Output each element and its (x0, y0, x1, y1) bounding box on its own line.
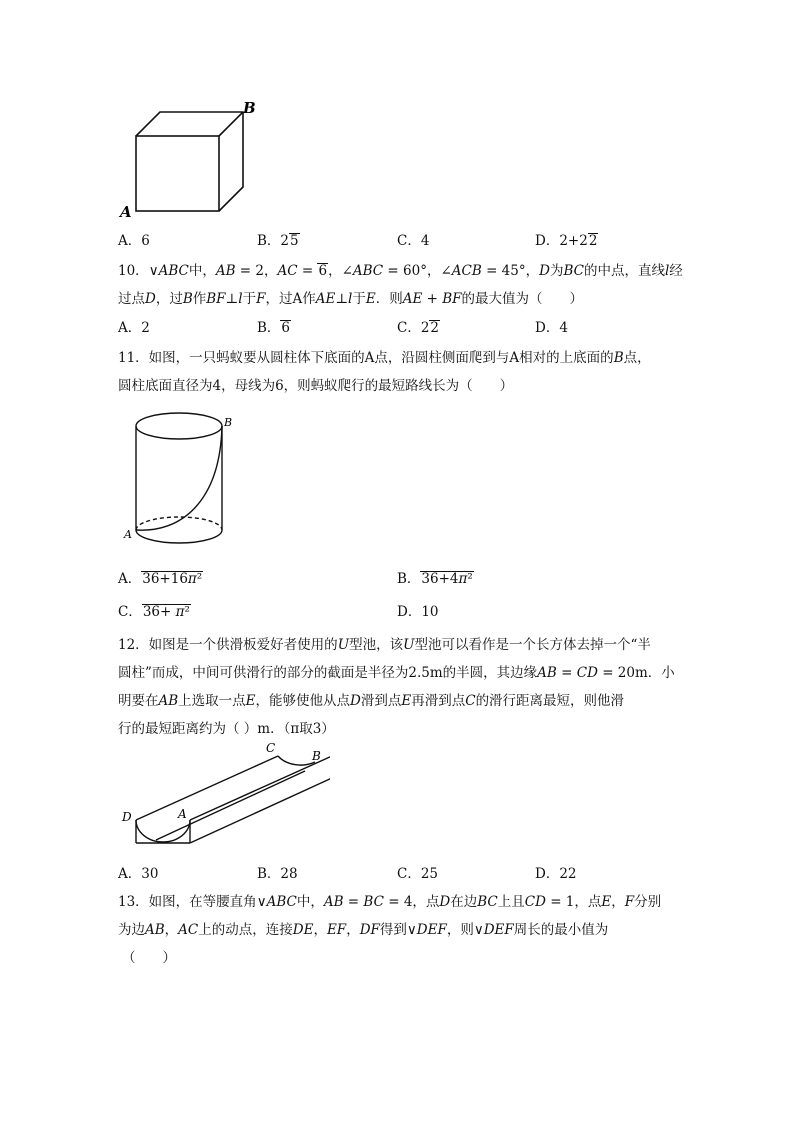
pool-label-b: B (312, 749, 321, 763)
cylinder-label-b: B (224, 416, 233, 429)
q12-line-4: 行的最短距离约为（ ）m．（π取3） (118, 721, 335, 737)
q11-option-d: D．10 (397, 604, 439, 620)
q11-option-b: B．36+4π² (397, 571, 473, 587)
q11-line-1: 11．如图，一只蚂蚁要从圆柱体下底面的A点，沿圆柱侧面爬到与A相对的上底面的B点， (118, 350, 651, 366)
q13-line-2: 为边AB，AC上的动点，连接DE，EF，DF得到∨DEF，则∨DEF周长的最小值为 (118, 922, 609, 938)
q9-option-d: D．2+22 (535, 233, 598, 249)
q9-option-a: A．6 (118, 233, 150, 249)
pool-label-c: C (266, 741, 276, 755)
q9-option-b: B．25 (257, 233, 299, 249)
q10-option-c: C．22 (397, 320, 440, 336)
q10-option-a: A．2 (118, 320, 150, 336)
q10-line-2: 过点D，过B作BF⊥l于F，过A作AE⊥l于E．则AE + BF的最大值为（ ） (118, 291, 584, 307)
q9-option-c: C．4 (397, 233, 430, 249)
q12-line-2: 圆柱”而成，中间可供滑行的部分的截面是半径为2.5m的半圆，其边缘AB = CD = 20m．小 (118, 665, 675, 681)
q13-line-3: （ ） (122, 950, 176, 966)
q12-line-1: 12．如图是一个供滑板爱好者使用的U型池，该U型池可以看作是一个长方体去掉一个“半 (118, 637, 651, 653)
q10-option-b: B．6 (257, 320, 291, 336)
q11-option-a: A．36+16π² (118, 571, 203, 587)
u-pool-figure (120, 740, 330, 850)
cube-label-a: A (120, 203, 132, 221)
q13-line-1: 13．如图，在等腰直角∨ABC中，AB = BC = 4，点D在边BC上且CD = 1，点E，F分别 (118, 894, 662, 910)
q10-option-d: D．4 (535, 320, 568, 336)
pool-label-d: D (122, 810, 132, 824)
q12-option-d: D．22 (535, 866, 577, 882)
q10-line-1: 10．∨ABC中，AB = 2，AC = 6，∠ABC = 60°，∠ACB = 45°，D为BC的中点，直线l经 (118, 263, 683, 279)
cube-figure (115, 96, 265, 221)
cylinder-figure (120, 408, 240, 548)
q11-option-c: C．36+ π² (118, 604, 190, 620)
q11-line-2: 圆柱底面直径为4，母线为6，则蚂蚁爬行的最短路线长为（ ） (118, 378, 514, 394)
q12-option-a: A．30 (118, 866, 159, 882)
q12-line-3: 明要在AB上选取一点E，能够使他从点D滑到点E再滑到点C的滑行距离最短，则他滑 (118, 693, 625, 709)
cube-label-b: B (243, 99, 256, 117)
q12-option-c: C．25 (397, 866, 439, 882)
pool-label-a: A (178, 807, 187, 821)
q12-option-b: B．28 (257, 866, 298, 882)
cylinder-label-a: A (124, 528, 132, 541)
